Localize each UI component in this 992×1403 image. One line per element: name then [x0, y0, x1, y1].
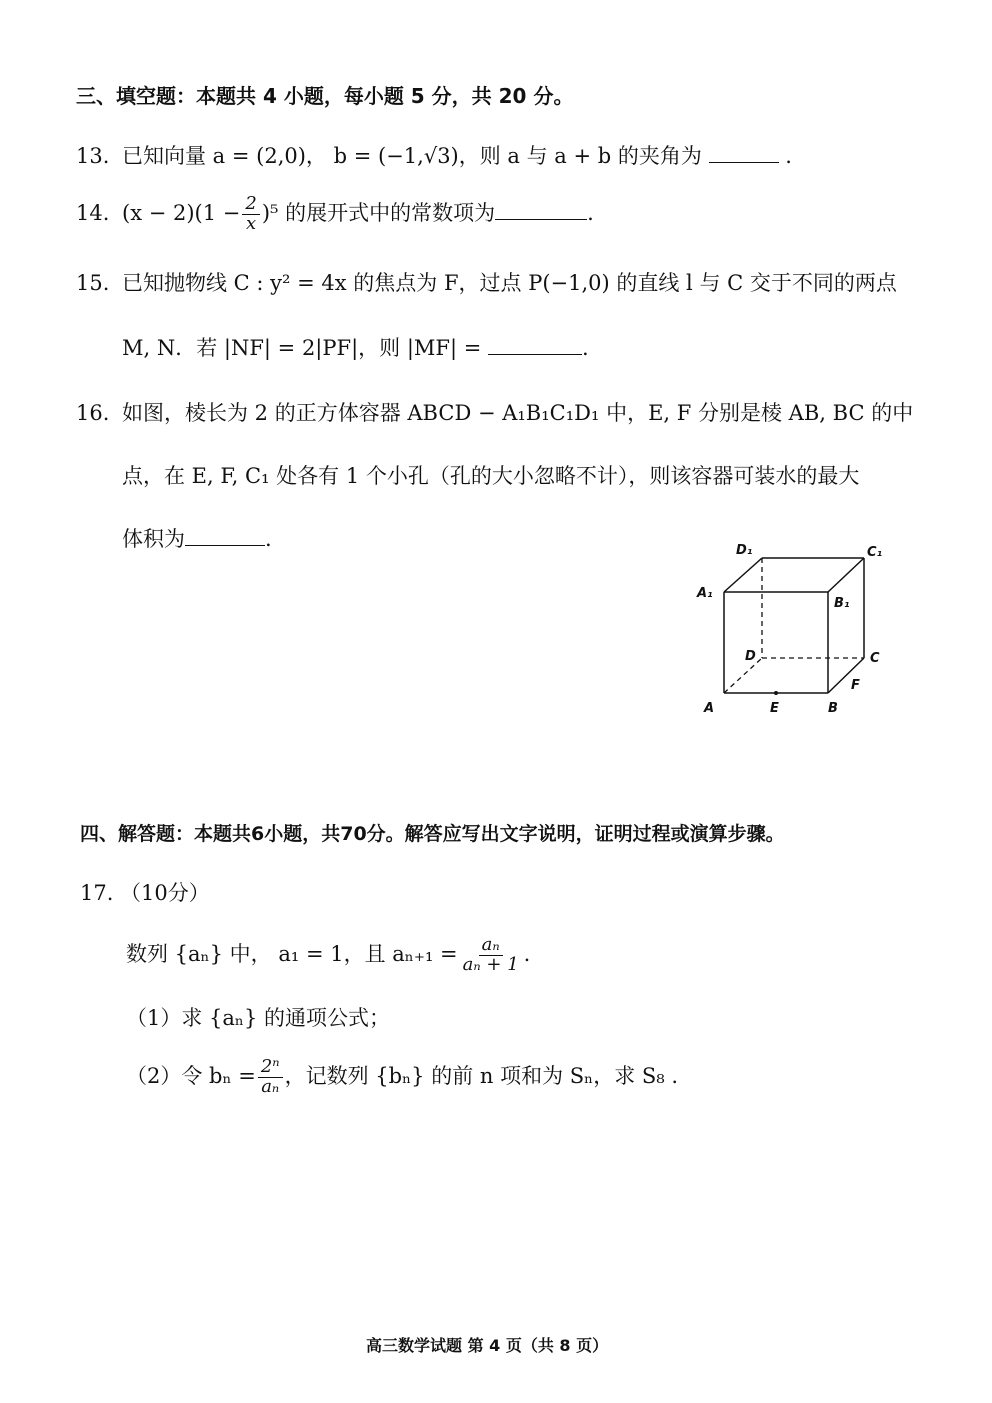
answer-blank — [709, 144, 779, 163]
question-15-line2-row — [122, 332, 589, 362]
label-C1: C₁ — [867, 545, 883, 560]
page-footer: 高三数学试题 第 4 页（共 8 页） — [366, 1336, 609, 1355]
edge-B1C1 — [828, 558, 864, 592]
label-D: D — [745, 649, 756, 664]
question-14 — [76, 195, 594, 234]
question-number: 17. — [80, 881, 114, 905]
frac-numerator: 2 — [242, 195, 259, 215]
question-17 — [80, 878, 210, 908]
question-17-part2 — [126, 1058, 678, 1097]
question-16-line3: 体积为 — [122, 527, 185, 551]
answer-blank — [488, 336, 582, 355]
question-15-line1: 已知抛物线 C : y² = 4x 的焦点为 F，过点 P(−1,0) 的直线 l 与 C 交于不同的两点 — [122, 271, 897, 295]
label-A: A — [704, 701, 715, 716]
period: . — [523, 941, 531, 966]
expr-post: )⁵ 的展开式中的常数项为 — [261, 200, 496, 225]
period: . — [587, 200, 594, 225]
question-score: （10分） — [120, 881, 210, 905]
question-number: 13. — [76, 144, 110, 168]
label-B1: B₁ — [834, 596, 850, 611]
fraction — [258, 1058, 283, 1097]
question-16-line1: 如图，棱长为 2 的正方体容器 ABCD − A₁B₁C₁D₁ 中，E, F 分别是棱 AB, BC 的中 — [122, 401, 914, 425]
question-16-line2: 点，在 E, F, C₁ 处各有 1 个小孔（孔的大小忽略不计），则该容器可装水的最大 — [122, 464, 860, 488]
frac-denominator: aₙ — [261, 1075, 280, 1097]
question-16-line3-row — [122, 523, 272, 553]
question-15 — [76, 268, 897, 298]
expr-pre: (x − 2)(1 − — [122, 200, 241, 225]
question-13-text: 已知向量 a = (2,0)， b = (−1,√3)，则 a 与 a + b 的夹角为 — [122, 144, 702, 168]
intro-text: 数列 {aₙ} 中， a₁ = 1，且 aₙ₊₁ = — [126, 941, 458, 966]
question-17-part1: （1）求 {aₙ} 的通项公式； — [126, 1006, 391, 1030]
cube-figure — [690, 535, 900, 720]
question-number: 15. — [76, 271, 110, 295]
period: . — [785, 144, 792, 168]
section-4-heading: 四、解答题：本题共6小题，共70分。解答应写出文字说明，证明过程或演算步骤。 — [80, 823, 785, 845]
period: . — [265, 527, 272, 551]
section-3-heading: 三、填空题：本题共 4 小题，每小题 5 分，共 20 分。 — [76, 84, 574, 108]
label-A1: A₁ — [697, 586, 713, 601]
label-E: E — [770, 701, 779, 716]
point-E-hole — [774, 691, 778, 695]
label-D1: D₁ — [736, 543, 753, 558]
question-16 — [76, 398, 913, 428]
period: . — [582, 336, 589, 360]
frac-denominator: aₙ + 1 — [462, 953, 519, 975]
label-C: C — [870, 651, 880, 666]
question-number: 16. — [76, 401, 110, 425]
question-15-line2: M, N．若 |NF| = 2|PF|，则 |MF| = — [122, 336, 482, 360]
edge-AD-hidden — [724, 658, 762, 693]
part2-suffix: ，记数列 {bₙ} 的前 n 项和为 Sₙ，求 S₈ . — [284, 1063, 679, 1088]
label-F: F — [851, 678, 860, 693]
question-number: 14. — [76, 200, 110, 225]
label-B: B — [828, 701, 838, 716]
fraction — [460, 936, 522, 975]
fraction — [242, 195, 259, 234]
answer-blank — [185, 527, 265, 546]
frac-numerator: aₙ — [479, 936, 503, 956]
answer-blank — [495, 201, 587, 220]
part2-prefix: （2）令 bₙ = — [126, 1063, 256, 1088]
frac-numerator: 2ⁿ — [258, 1058, 283, 1078]
frac-denominator: x — [246, 212, 257, 234]
edge-A1D1 — [724, 558, 762, 592]
question-13 — [76, 141, 792, 171]
question-17-intro — [126, 936, 530, 975]
